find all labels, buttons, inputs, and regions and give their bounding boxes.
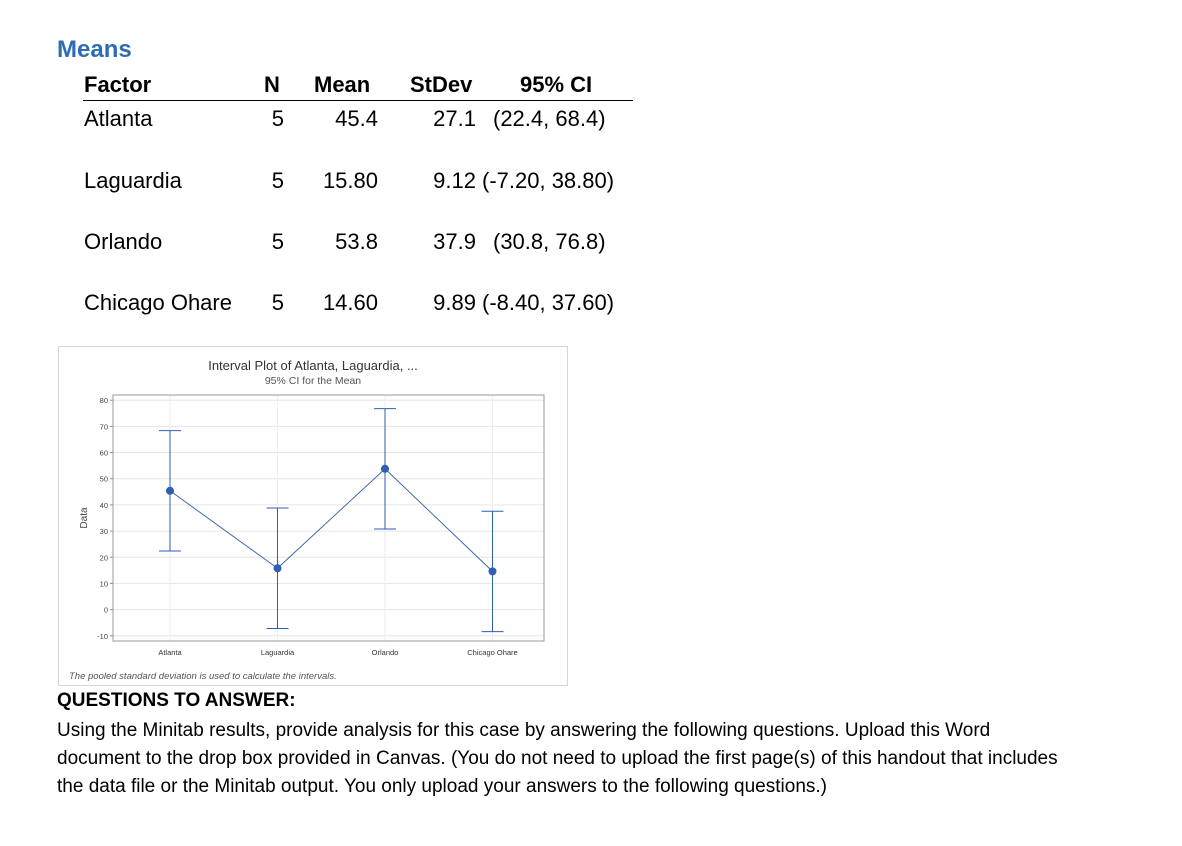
y-tick-label: 10 bbox=[99, 579, 108, 589]
y-tick-label: 70 bbox=[99, 422, 108, 432]
mean-point bbox=[166, 487, 174, 495]
ci-cell: (-8.40, 37.60) bbox=[482, 290, 615, 315]
factor-cell: Laguardia bbox=[84, 168, 182, 193]
x-tick-label: Laguardia bbox=[260, 648, 295, 657]
mean-cell: 53.8 bbox=[335, 229, 378, 254]
y-tick-label: 80 bbox=[99, 396, 108, 406]
x-tick-label: Chicago Ohare bbox=[467, 648, 518, 657]
ci-cell: (-7.20, 38.80) bbox=[482, 168, 615, 193]
questions-body: Using the Minitab results, provide analysis for this case by answering the following questions. Upload this Word document to the drop box provided in Canvas. (You do not need to upload the first page(s) of this handout that includes the data file or the Minitab output. You only upload your answers to the following questions.) bbox=[57, 720, 1058, 797]
stdev-cell: 37.9 bbox=[433, 229, 476, 254]
n-cell: 5 bbox=[271, 106, 284, 131]
chart-footnote: The pooled standard deviation is used to calculate the intervals. bbox=[69, 671, 337, 682]
factor-cell: Atlanta bbox=[84, 106, 153, 131]
stdev-cell: 9.89 bbox=[433, 290, 476, 315]
n-cell: 5 bbox=[271, 229, 284, 254]
y-tick-label: 0 bbox=[103, 605, 108, 615]
column-header-ci: 95% CI bbox=[520, 72, 593, 97]
mean-point bbox=[381, 465, 389, 473]
factor-cell: Chicago Ohare bbox=[84, 290, 232, 315]
mean-cell: 15.80 bbox=[322, 168, 378, 193]
column-header-stdev: StDev bbox=[410, 72, 473, 97]
ci-cell: (30.8, 76.8) bbox=[493, 229, 606, 254]
ci-cell: (22.4, 68.4) bbox=[493, 106, 606, 131]
interval-plot-svg bbox=[59, 347, 567, 685]
y-tick-label: 30 bbox=[99, 527, 108, 537]
x-tick-label: Atlanta bbox=[158, 648, 182, 657]
mean-cell: 45.4 bbox=[335, 106, 378, 131]
mean-point bbox=[274, 564, 282, 572]
mean-cell: 14.60 bbox=[322, 290, 378, 315]
header-rule bbox=[83, 100, 633, 101]
stdev-cell: 9.12 bbox=[433, 168, 476, 193]
means-heading: Means bbox=[57, 36, 132, 63]
stdev-cell: 27.1 bbox=[433, 106, 476, 131]
column-header-factor: Factor bbox=[84, 72, 152, 97]
n-cell: 5 bbox=[271, 168, 284, 193]
mean-point bbox=[489, 567, 497, 575]
y-tick-label: 40 bbox=[99, 500, 108, 510]
column-header-n: N bbox=[264, 72, 280, 97]
factor-cell: Orlando bbox=[84, 229, 163, 254]
y-axis-label: Data bbox=[79, 507, 90, 529]
interval-plot bbox=[58, 346, 568, 686]
x-tick-label: Orlando bbox=[371, 648, 399, 657]
questions-title: QUESTIONS TO ANSWER: bbox=[57, 690, 296, 711]
y-tick-label: 50 bbox=[99, 474, 108, 484]
y-tick-label: -10 bbox=[97, 631, 108, 641]
column-header-mean: Mean bbox=[314, 72, 371, 97]
mean-connect-line bbox=[170, 469, 493, 572]
y-tick-label: 60 bbox=[99, 448, 108, 458]
n-cell: 5 bbox=[271, 290, 284, 315]
y-tick-label: 20 bbox=[99, 553, 108, 563]
chart-subtitle: 95% CI for the Mean bbox=[264, 375, 362, 387]
plot-frame bbox=[113, 395, 544, 641]
chart-title: Interval Plot of Atlanta, Laguardia, ... bbox=[208, 358, 418, 373]
